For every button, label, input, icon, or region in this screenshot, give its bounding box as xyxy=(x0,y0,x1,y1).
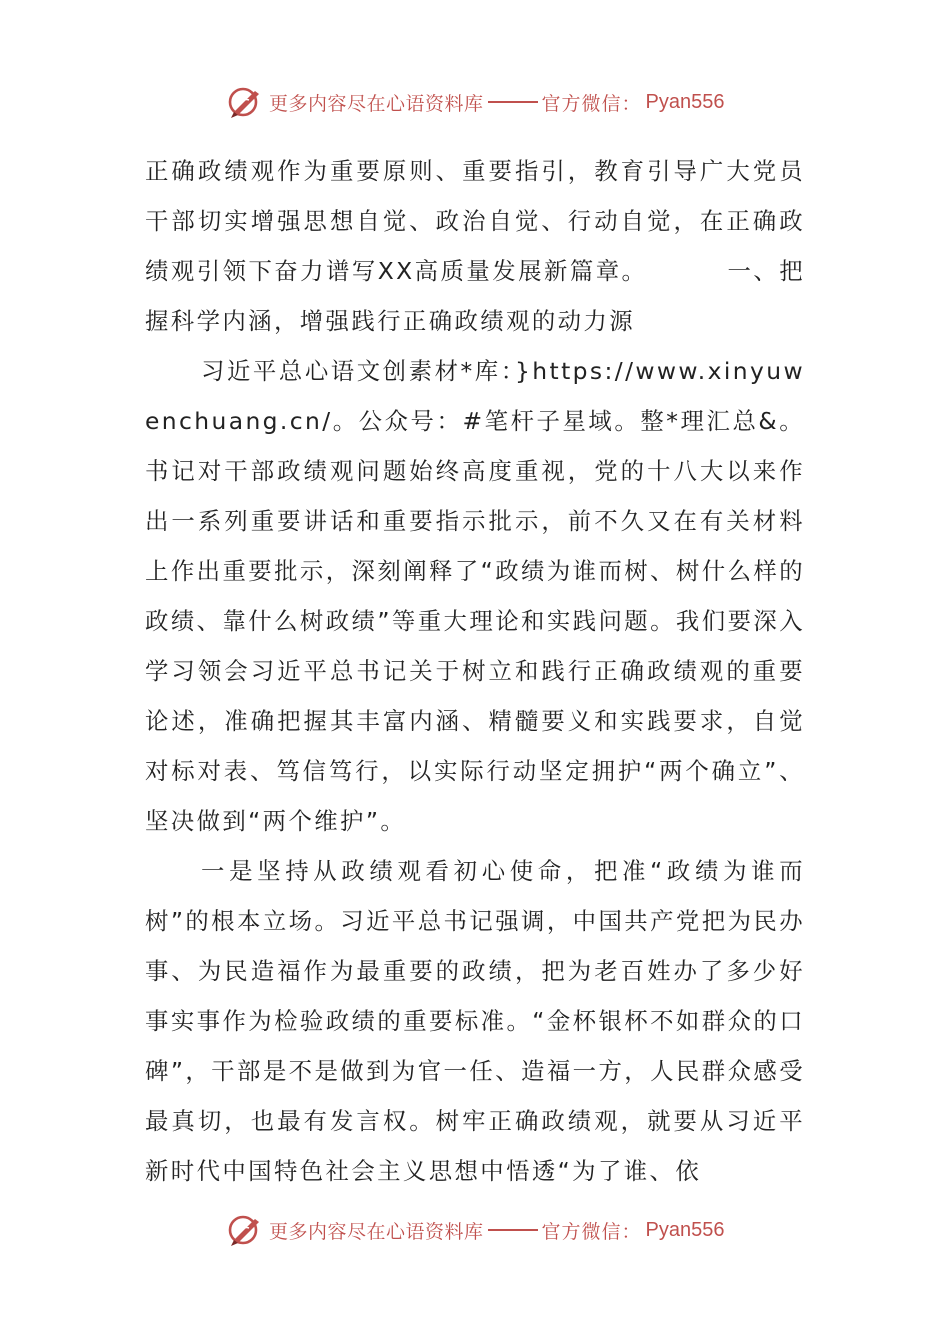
section-heading: 一、把握科学内涵，增强践行正确政绩观的动力源 xyxy=(145,257,806,335)
footer-banner xyxy=(225,1208,725,1252)
wechat-id: Pyan556 xyxy=(645,1218,725,1241)
banner-dash xyxy=(488,1229,538,1231)
wechat-id: Pyan556 xyxy=(645,90,725,113)
banner-dash xyxy=(488,101,538,103)
header-banner xyxy=(225,80,725,124)
document-body xyxy=(145,146,805,1196)
pen-logo-icon xyxy=(225,1210,265,1250)
library-text: 更多内容尽在心语资料库 xyxy=(269,92,484,115)
paragraph-intro xyxy=(145,146,805,346)
paragraph-3: 一是坚持从政绩观看初心使命，把准“政绩为谁而树”的根本立场。习近平总书记强调，中国共产党把为民办事、为民造福作为最重要的政绩，把为老百姓办了多少好事实事作为检验政绩的重要标准。“金杯银杯不如群众的口碑”，干部是不是做到为官一任、造福一方，人民群众感受最真切，也最有发言权。树牢正确政绩观，就要从习近平新时代中国特色社会主义思想中悟透“为了谁、依 xyxy=(145,857,805,1185)
wechat-label: 官方微信： xyxy=(541,1220,642,1243)
wechat-label: 官方微信： xyxy=(541,92,642,115)
intro-text: 正确政绩观作为重要原则、重要指引，教育引导广大党员干部切实增强思想自觉、政治自觉、行动自觉，在正确政绩观引领下奋力谱写XX高质量发展新篇章。 xyxy=(145,157,805,285)
paragraph-2: 习近平总心语文创素材*库：}https://www.xinyuwenchuang.cn/。公众号：#笔杆子星域。整*理汇总&。书记对干部政绩观问题始终高度重视，党的十八大以来作出一系列重要讲话和重要指示批示，前不久又在有关材料上作出重要批示，深刻阐释了“政绩为谁而树、树什么样的政绩、靠什么树政绩”等重大理论和实践问题。我们要深入学习领会习近平总书记关于树立和践行正确政绩观的重要论述，准确把握其丰富内涵、精髓要义和实践要求，自觉对标对表、笃信笃行，以实际行动坚定拥护“两个确立”、坚决做到“两个维护”。 xyxy=(145,357,805,835)
pen-logo-icon xyxy=(225,82,265,122)
library-text: 更多内容尽在心语资料库 xyxy=(269,1220,484,1243)
